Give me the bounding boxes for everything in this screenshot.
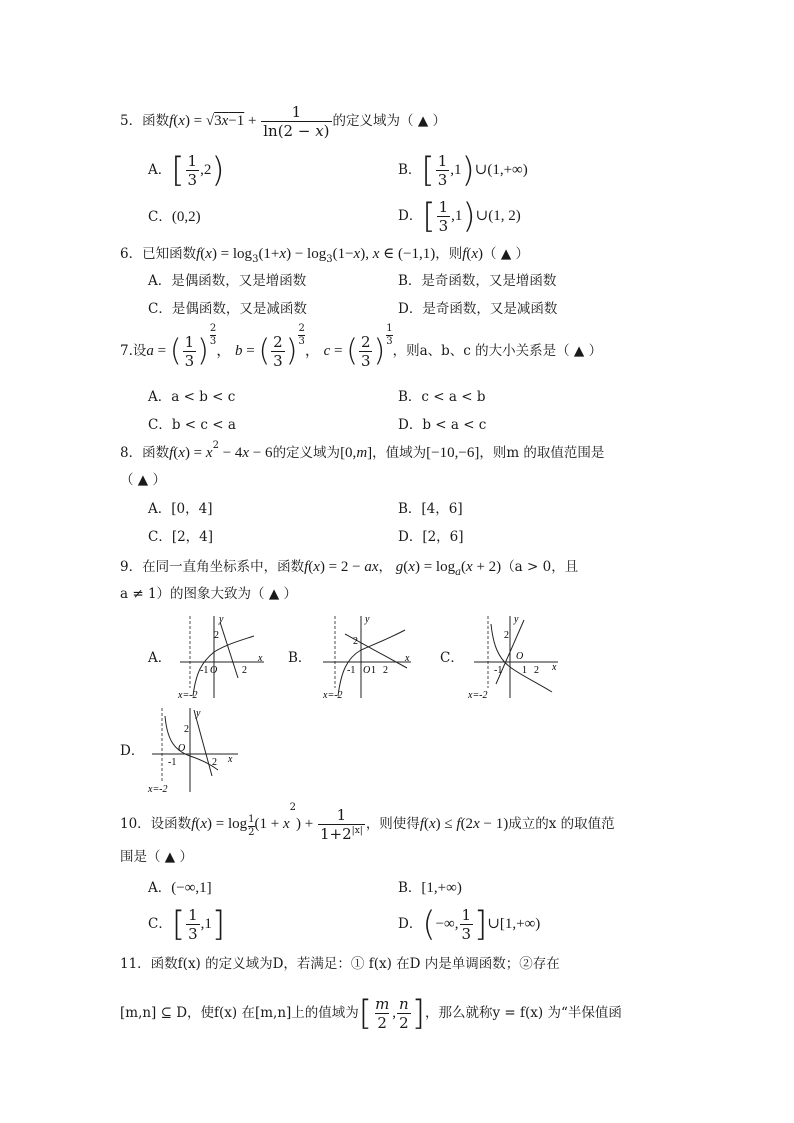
q7-option-b: B．c < a < b <box>398 389 486 405</box>
question-6: 6．已知函数$f(x) = \log_3(1+x) - \log_3(1-x)$, x ∈ (−1,1)，则f(x)（ ▲ ） <box>120 246 530 265</box>
question-9: 9．在同一直角坐标系中，函数f(x) = 2 − ax， $g(x) = \log_a(x + 2)(a > 0$，且 <box>120 559 579 578</box>
q10-option-b: B．[1,+∞) <box>398 880 462 896</box>
q9-option-d-label: D． <box>120 743 145 759</box>
tick-1: 1 <box>371 665 376 676</box>
y-label: y <box>219 614 224 625</box>
origin-label: O <box>210 665 218 676</box>
tick-2x: 2 <box>212 757 217 768</box>
q5-option-d: D．[ $\frac{1}{3}$ ,1)∪(1, 2) <box>398 196 521 237</box>
q8-option-d: D．[2，6] <box>398 529 464 545</box>
q5-option-b: B．[ $\frac{1}{3}$ ,1)∪(1,+∞) <box>398 150 528 191</box>
y-label: y <box>514 614 519 625</box>
q8-mark: （ ▲ ） <box>120 472 166 488</box>
asymptote-label: x=-2 <box>468 690 488 700</box>
q5-stem: 5．函数 <box>120 113 170 129</box>
q6-option-c: C．是偶函数，又是减函数 <box>148 301 307 317</box>
origin-label: O <box>178 743 186 754</box>
tick-neg1: -1 <box>494 665 503 676</box>
q8-option-b: B．[4，6] <box>398 501 463 517</box>
origin-label: O <box>363 665 371 676</box>
question-8: 8．函数$f(x) = x^2 - 4x - 6$的定义域为[0,m]，值域为[−10,−6]，则m 的取值范围是 <box>120 440 605 461</box>
q6-option-b: B．是奇函数，又是增函数 <box>398 273 557 289</box>
question-5: 5．函数f(x) = √3x−1 + $\frac{1}{\ln(2 - x)}$ 的定义域为（ ▲ ） <box>120 103 446 140</box>
asymptote-label: x=-2 <box>323 690 343 700</box>
q9-graph-b <box>315 612 420 700</box>
q9-graph-a <box>172 612 272 700</box>
q10-option-d: D．(−∞, $\frac{1}{3}$ ]∪[1,+∞) <box>398 904 541 945</box>
log-curve <box>338 630 405 696</box>
q7-option-a: A．a < b < c <box>148 389 236 405</box>
tick-2: 2 <box>214 630 219 641</box>
asymptote-label: x=-2 <box>148 784 168 794</box>
q7-option-c: C．b < c < a <box>148 417 236 433</box>
y-label: y <box>365 614 370 625</box>
q9-line2: a ≠ 1）的图象大致为（ ▲ ） <box>120 586 297 602</box>
q9-graph-c <box>466 612 566 700</box>
question-11: 11．函数f(x) 的定义域为D，若满足：① f(x) 在D 内是单调函数；②存在 <box>120 956 560 972</box>
q9-option-b-label: B． <box>288 650 312 666</box>
q7-option-d: D．b < a < c <box>398 417 487 433</box>
q5-tail: 的定义域为（ ▲ ） <box>332 113 446 129</box>
asymptote-label: x=-2 <box>178 690 198 700</box>
q10-option-a: A．(−∞,1] <box>148 880 212 896</box>
q8-option-c: C．[2，4] <box>148 529 214 545</box>
x-label: x <box>258 653 263 664</box>
q5-option-c: C．(0,2) <box>148 209 201 225</box>
tick-2: 2 <box>504 630 509 641</box>
tick-2x: 2 <box>242 665 247 676</box>
tick-2x: 2 <box>534 665 539 676</box>
linear-line <box>220 622 238 678</box>
tick-neg1: -1 <box>200 665 209 676</box>
q11-line2: [m,n] ⊆ D，使f(x) 在[m,n]上的值域为[ $\frac{m}{2}$ , $\frac{n}{2}$ ]，那么就称y = f(x) 为“半保值函 <box>120 993 622 1034</box>
q10-line2: 围是（ ▲ ） <box>120 849 193 865</box>
tick-2: 2 <box>353 636 358 647</box>
question-10: 10．设函数f(x) = log $\frac{1}{2}$ $(1 + x^2)$ + $\frac{1}{1+2^{|x|}}$ ，则使得f(x) ≤ f(2x − 1)成立的x 的取值范 <box>120 802 615 843</box>
q5-option-a: A．[ $\frac{1}{3}$ ,2) <box>148 150 225 191</box>
tick-neg1: -1 <box>347 665 356 676</box>
tick-2x: 2 <box>383 665 388 676</box>
q9-option-a-label: A． <box>148 650 172 666</box>
tick-1: 1 <box>522 665 527 676</box>
q9-option-c-label: C． <box>440 650 464 666</box>
tick-neg1: -1 <box>168 757 177 768</box>
linear-line <box>194 710 212 776</box>
x-label: x <box>552 662 557 673</box>
q6-option-d: D．是奇函数，又是减函数 <box>398 301 558 317</box>
tick-2: 2 <box>184 724 189 735</box>
q8-option-a: A．[0，4] <box>148 501 213 517</box>
q6-option-a: A．是偶函数，又是增函数 <box>148 273 307 289</box>
q10-option-c: C．[ $\frac{1}{3}$ ,1] <box>148 904 226 945</box>
question-7: 7.设a = ( $\frac{1}{3}$ ) $\frac{2}{3}$ ， b = ( $\frac{2}{3}$ ) $\frac{2}{3}$ ， c = ( $\frac{2}{3}$ ) $\frac{1}{3}$ ，则a、b、c 的大小关系是（ ▲ ） <box>120 323 603 370</box>
x-label: x <box>228 754 233 765</box>
q9-graph-d <box>146 704 246 794</box>
x-label: x <box>405 653 410 664</box>
origin-label: O <box>516 651 524 662</box>
y-label: y <box>196 708 201 719</box>
